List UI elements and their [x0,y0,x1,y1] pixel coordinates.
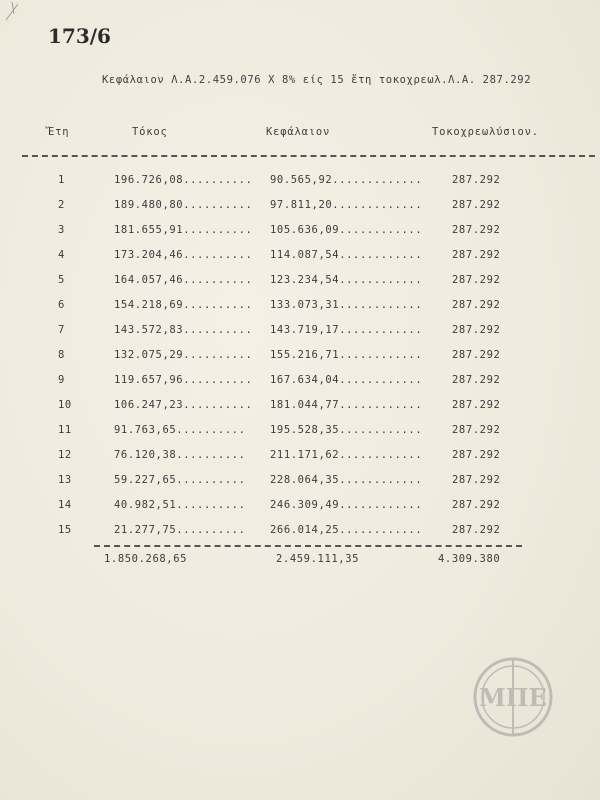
row-capital: 114.087,54............ [270,249,423,261]
page-number: 173/6 [48,24,111,48]
row-capital: 123.234,54............ [270,274,423,286]
document-heading: Κεφάλαιον Λ.Α.2.459.076 Χ 8% είς 15 ἔτη τοκοχρεωλ.Λ.Α. 287.292 [102,74,532,86]
row-interest: 119.657,96.......... [114,374,253,386]
row-year: 5 [58,274,65,286]
row-interest: 189.480,80.......... [114,199,253,211]
row-installment: 287.292 [452,424,501,436]
row-year: 10 [58,399,72,411]
row-installment: 287.292 [452,499,501,511]
row-interest: 154.218,69.......... [114,299,253,311]
row-interest: 59.227,65.......... [114,474,246,486]
row-year: 8 [58,349,65,361]
row-interest: 76.120,38.......... [114,449,246,461]
row-capital: 105.636,09............ [270,224,423,236]
row-capital: 143.719,17............ [270,324,423,336]
row-installment: 287.292 [452,274,501,286]
column-header-year: Ἔτη [48,126,70,138]
row-capital: 266.014,25............ [270,524,423,536]
table-row [0,499,600,524]
row-installment: 287.292 [452,199,501,211]
row-interest: 132.075,29.......... [114,349,253,361]
table-row [0,299,600,324]
total-capital: 2.459.111,35 [276,553,360,565]
table-row [0,224,600,249]
row-interest: 106.247,23.......... [114,399,253,411]
table-row [0,349,600,374]
header-divider [22,155,595,157]
row-capital: 167.634,04............ [270,374,423,386]
row-year: 1 [58,174,65,186]
row-year: 14 [58,499,72,511]
table-row [0,324,600,349]
row-interest: 173.204,46.......... [114,249,253,261]
row-installment: 287.292 [452,449,501,461]
total-interest: 1.850.268,65 [104,553,188,565]
row-interest: 91.763,65.......... [114,424,246,436]
row-capital: 97.811,20............. [270,199,423,211]
row-year: 15 [58,524,72,536]
row-installment: 287.292 [452,224,501,236]
row-capital: 181.044,77............ [270,399,423,411]
column-header-interest: Τόκος [132,126,168,138]
row-capital: 246.309,49............ [270,499,423,511]
row-installment: 287.292 [452,324,501,336]
row-interest: 181.655,91.......... [114,224,253,236]
table-row [0,174,600,199]
table-row [0,249,600,274]
pencil-corner-mark [4,0,34,22]
row-capital: 90.565,92............. [270,174,423,186]
row-year: 4 [58,249,65,261]
row-capital: 228.064,35............ [270,474,423,486]
row-interest: 21.277,75.......... [114,524,246,536]
row-interest: 164.057,46.......... [114,274,253,286]
row-interest: 40.982,51.......... [114,499,246,511]
row-year: 7 [58,324,65,336]
row-year: 9 [58,374,65,386]
table-row [0,374,600,399]
row-installment: 287.292 [452,524,501,536]
table-row [0,399,600,424]
row-installment: 287.292 [452,249,501,261]
row-installment: 287.292 [452,374,501,386]
row-capital: 195.528,35............ [270,424,423,436]
seal-text: ΜΠΕ [479,683,547,712]
row-year: 12 [58,449,72,461]
row-installment: 287.292 [452,399,501,411]
row-interest: 196.726,08.......... [114,174,253,186]
table-row [0,274,600,299]
row-capital: 133.073,31............ [270,299,423,311]
column-header-capital: Κεφάλαιον [266,126,331,138]
row-installment: 287.292 [452,174,501,186]
table-row [0,199,600,224]
table-row [0,449,600,474]
table-row [0,424,600,449]
row-year: 6 [58,299,65,311]
column-header-installment: Τοκοχρεωλύσιον. [432,126,539,138]
row-year: 3 [58,224,65,236]
row-capital: 211.171,62............ [270,449,423,461]
row-capital: 155.216,71............ [270,349,423,361]
totals-divider [94,545,522,547]
row-installment: 287.292 [452,474,501,486]
row-year: 13 [58,474,72,486]
row-installment: 287.292 [452,349,501,361]
row-year: 11 [58,424,72,436]
table-row [0,474,600,499]
total-installment: 4.309.380 [438,553,501,565]
row-year: 2 [58,199,65,211]
row-interest: 143.572,83.......... [114,324,253,336]
row-installment: 287.292 [452,299,501,311]
archive-seal-watermark [472,656,554,738]
